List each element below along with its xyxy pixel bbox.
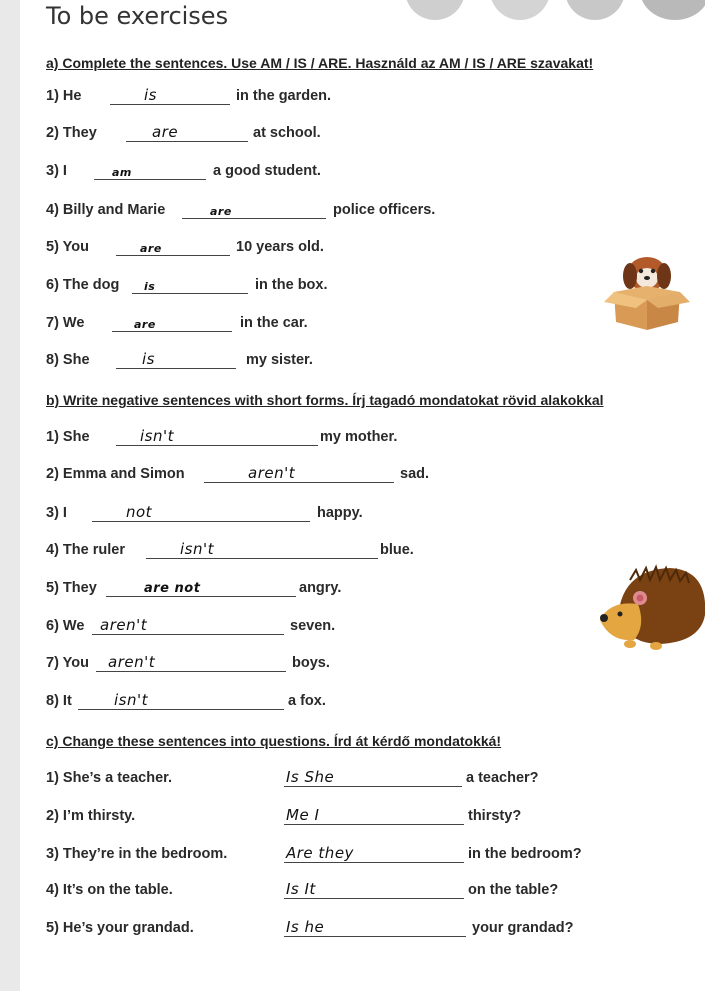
b-item-6-answer: aren't (100, 616, 148, 634)
a-item-4-before: 4) Billy and Marie (46, 202, 166, 218)
b-item-5-answer: are not (144, 581, 201, 596)
decor-circle (565, 0, 625, 20)
a-item-5-after: 10 years old. (236, 239, 324, 255)
c-item-3-answer: Are they (286, 844, 354, 862)
b-item-3-blank (92, 503, 310, 522)
a-item-8-blank (116, 350, 236, 369)
c-item-2-after: thirsty? (468, 808, 522, 824)
c-item-1-blank (284, 768, 462, 787)
a-item-8-answer: is (142, 350, 155, 368)
b-item-7-after: boys. (292, 655, 330, 671)
b-item-1-before: 1) She (46, 429, 90, 445)
decor-circle (640, 0, 705, 20)
a-item-7-answer: are (134, 318, 156, 331)
b-item-6-blank (92, 616, 284, 635)
worksheet-page (20, 0, 705, 991)
section-c-heading: c) Change these sentences into questions. Írd át kérdő mondatokká! (46, 733, 502, 749)
b-item-5-blank (106, 578, 296, 597)
a-item-7-after: in the car. (240, 315, 308, 331)
a-item-3-before: 3) I (46, 163, 67, 179)
a-item-5-before: 5) You (46, 239, 89, 255)
b-item-1-blank (116, 427, 318, 446)
b-item-7-before: 7) You (46, 655, 89, 671)
a-item-7-blank (112, 313, 232, 332)
b-item-3-before: 3) I (46, 505, 67, 521)
b-item-7-blank (96, 653, 286, 672)
b-item-1-answer: isn't (140, 427, 174, 445)
a-item-2-answer: are (152, 123, 179, 141)
c-item-5-after: your grandad? (472, 920, 574, 936)
a-item-7-before: 7) We (46, 315, 85, 331)
c-item-2-blank (284, 806, 464, 825)
b-item-4-answer: isn't (180, 540, 214, 558)
c-item-5-blank (284, 918, 466, 937)
b-item-8-before: 8) It (46, 693, 72, 709)
b-item-6-after: seven. (290, 618, 336, 634)
c-item-2-answer: Me I (286, 806, 320, 824)
a-item-4-after: police officers. (333, 202, 436, 218)
a-item-1-blank (110, 86, 230, 105)
a-item-1-after: in the garden. (236, 88, 332, 104)
a-item-1-before: 1) He (46, 88, 82, 104)
c-item-4-after: on the table? (468, 882, 559, 898)
c-item-4-answer: Is It (286, 880, 316, 898)
b-item-8-answer: isn't (114, 691, 148, 709)
worksheet-title: To be exercises (46, 2, 229, 30)
a-item-5-answer: are (140, 242, 162, 255)
b-item-7-answer: aren't (108, 653, 156, 671)
c-item-4-blank (284, 880, 464, 899)
c-item-3-after: in the bedroom? (468, 846, 582, 862)
a-item-4-answer: are (210, 205, 232, 218)
c-item-5-answer: Is he (286, 918, 325, 936)
a-item-5-blank (116, 237, 230, 256)
section-a-heading: a) Complete the sentences. Use AM / IS / ARE. Használd az AM / IS / ARE szavakat! (46, 55, 594, 71)
a-item-3-answer: am (112, 166, 132, 179)
hedgehog-illustration (600, 560, 705, 655)
c-item-1-answer: Is She (286, 768, 335, 786)
c-item-3-sentence: 3) They’re in the bedroom. (46, 846, 228, 862)
c-item-2-sentence: 2) I’m thirsty. (46, 808, 136, 824)
a-item-8-after: my sister. (246, 352, 313, 368)
b-item-2-before: 2) Emma and Simon (46, 466, 185, 482)
a-item-1-answer: is (144, 86, 157, 104)
section-b-heading: b) Write negative sentences with short forms. Írj tagadó mondatokat rövid alakokkal (46, 392, 604, 408)
a-item-8-before: 8) She (46, 352, 90, 368)
b-item-2-answer: aren't (248, 464, 296, 482)
b-item-8-after: a fox. (288, 693, 326, 709)
a-item-2-after: at school. (253, 125, 321, 141)
a-item-6-after: in the box. (255, 277, 328, 293)
c-item-1-sentence: 1) She’s a teacher. (46, 770, 173, 786)
c-item-4-sentence: 4) It’s on the table. (46, 882, 173, 898)
b-item-5-after: angry. (299, 580, 342, 596)
a-item-4-blank (182, 200, 326, 219)
a-item-3-blank (94, 161, 206, 180)
decor-circle (405, 0, 465, 20)
a-item-1 (46, 88, 81, 104)
decor-circle (490, 0, 550, 20)
b-item-3-answer: not (126, 503, 153, 521)
b-item-2-after: sad. (400, 466, 430, 482)
b-item-4-after: blue. (380, 542, 414, 558)
b-item-1-after: my mother. (320, 429, 398, 445)
a-item-6-blank (132, 275, 248, 294)
b-item-5-before: 5) They (46, 580, 97, 596)
b-item-8-blank (78, 691, 284, 710)
a-item-3-after: a good student. (213, 163, 321, 179)
b-item-3-after: happy. (317, 505, 363, 521)
c-item-5-sentence: 5) He’s your grandad. (46, 920, 194, 936)
a-item-6-answer: is (144, 280, 156, 293)
a-item-2-blank (126, 123, 248, 142)
b-item-2-blank (204, 464, 394, 483)
b-item-4-before: 4) The ruler (46, 542, 125, 558)
b-item-4-blank (146, 540, 378, 559)
puppy-in-box-illustration (602, 252, 692, 332)
c-item-1-after: a teacher? (466, 770, 539, 786)
b-item-6-before: 6) We (46, 618, 85, 634)
a-item-6-before: 6) The dog (46, 277, 120, 293)
a-item-2-before: 2) They (46, 125, 97, 141)
c-item-3-blank (284, 844, 464, 863)
